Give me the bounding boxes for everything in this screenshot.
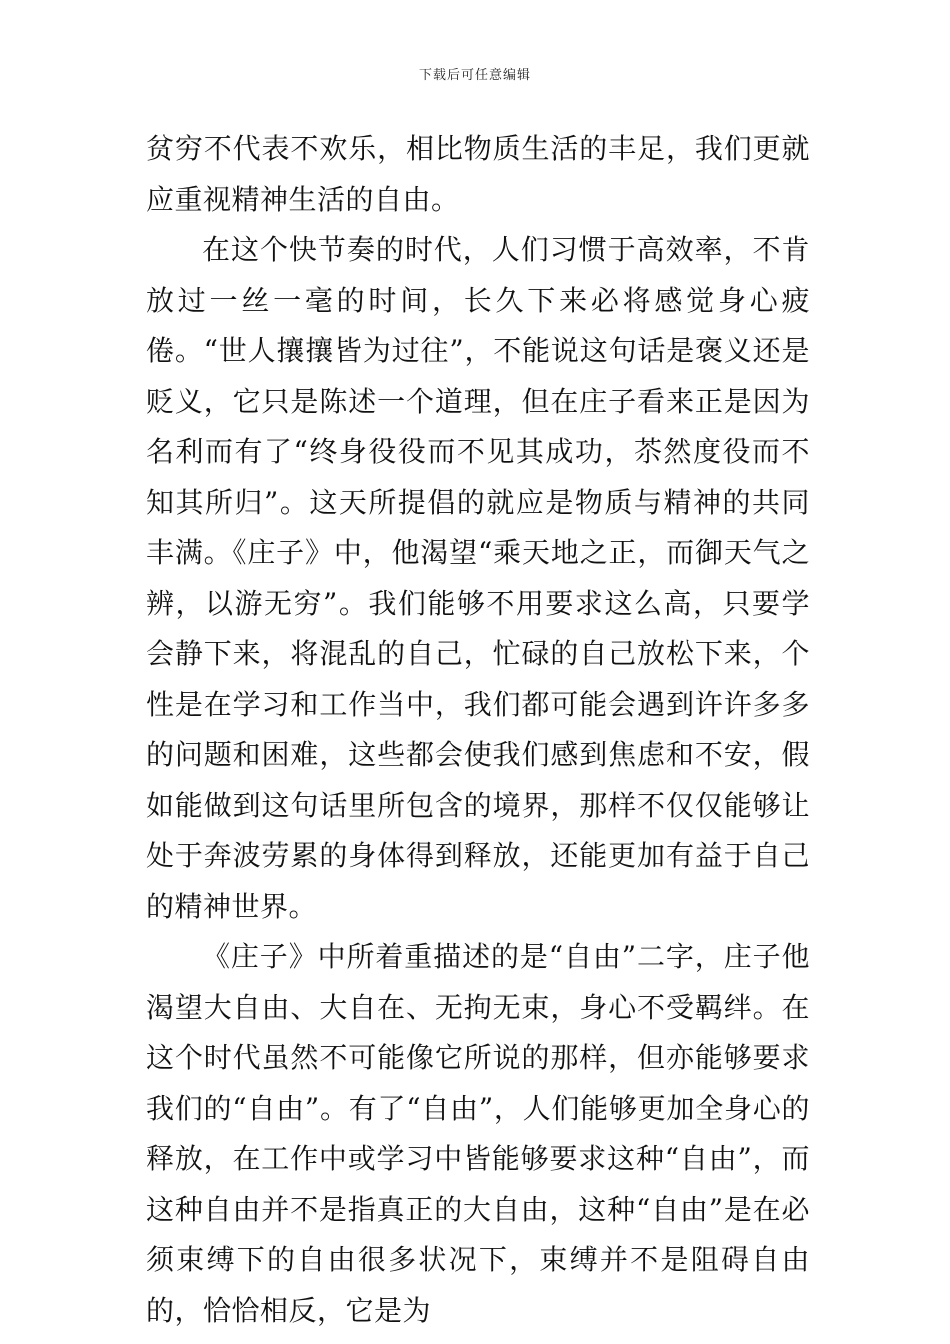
paragraph-3: 《庄子》中所着重描述的是“自由”二字，庄子他渴望大自由、大自在、无拘无束，身心不受羁绊。在这个时代虽然不可能像它所说的那样，但亦能够要求我们的“自由”。有了“自由”，人们能够更加全身心的释放，在工作中或学习中皆能够要求这种“自由”，而这种自由并不是指真正的大自由，这种“自由”是在必须束缚下的自由很多状况下，束缚并不是阻碍自由的，恰恰相反，它是为 — [146, 940, 810, 1327]
paragraph-2: 在这个快节奏的时代，人们习惯于高效率，不肯放过一丝一毫的时间，长久下来必将感觉身心疲倦。“世人攘攘皆为过往”，不能说这句话是褒义还是贬义，它只是陈述一个道理，但在庄子看来正是因为名利而有了“终身役役而不见其成功，苶然度役而不知其所归”。这天所提倡的就应是物质与精神的共同丰满。《庄子》中，他渴望“乘天地之正，而御天气之辨，以游无穷”。我们能够不用要求这么高，只要学会静下来，将混乱的自己，忙碌的自己放松下来，个性是在学习和工作当中，我们都可能会遇到许许多多的问题和困难，这些都会使我们感到焦虑和不安，假如能做到这句话里所包含的境界，那样不仅仅能够让处于奔波劳累的身体得到释放，还能更加有益于自己的精神世界。 — [146, 233, 810, 923]
page-header: 下载后可任意编辑 — [418, 68, 531, 83]
document-body — [146, 124, 810, 1336]
paragraph-1: 贫穷不代表不欢乐，相比物质生活的丰足，我们更就应重视精神生活的自由。 — [146, 132, 810, 216]
